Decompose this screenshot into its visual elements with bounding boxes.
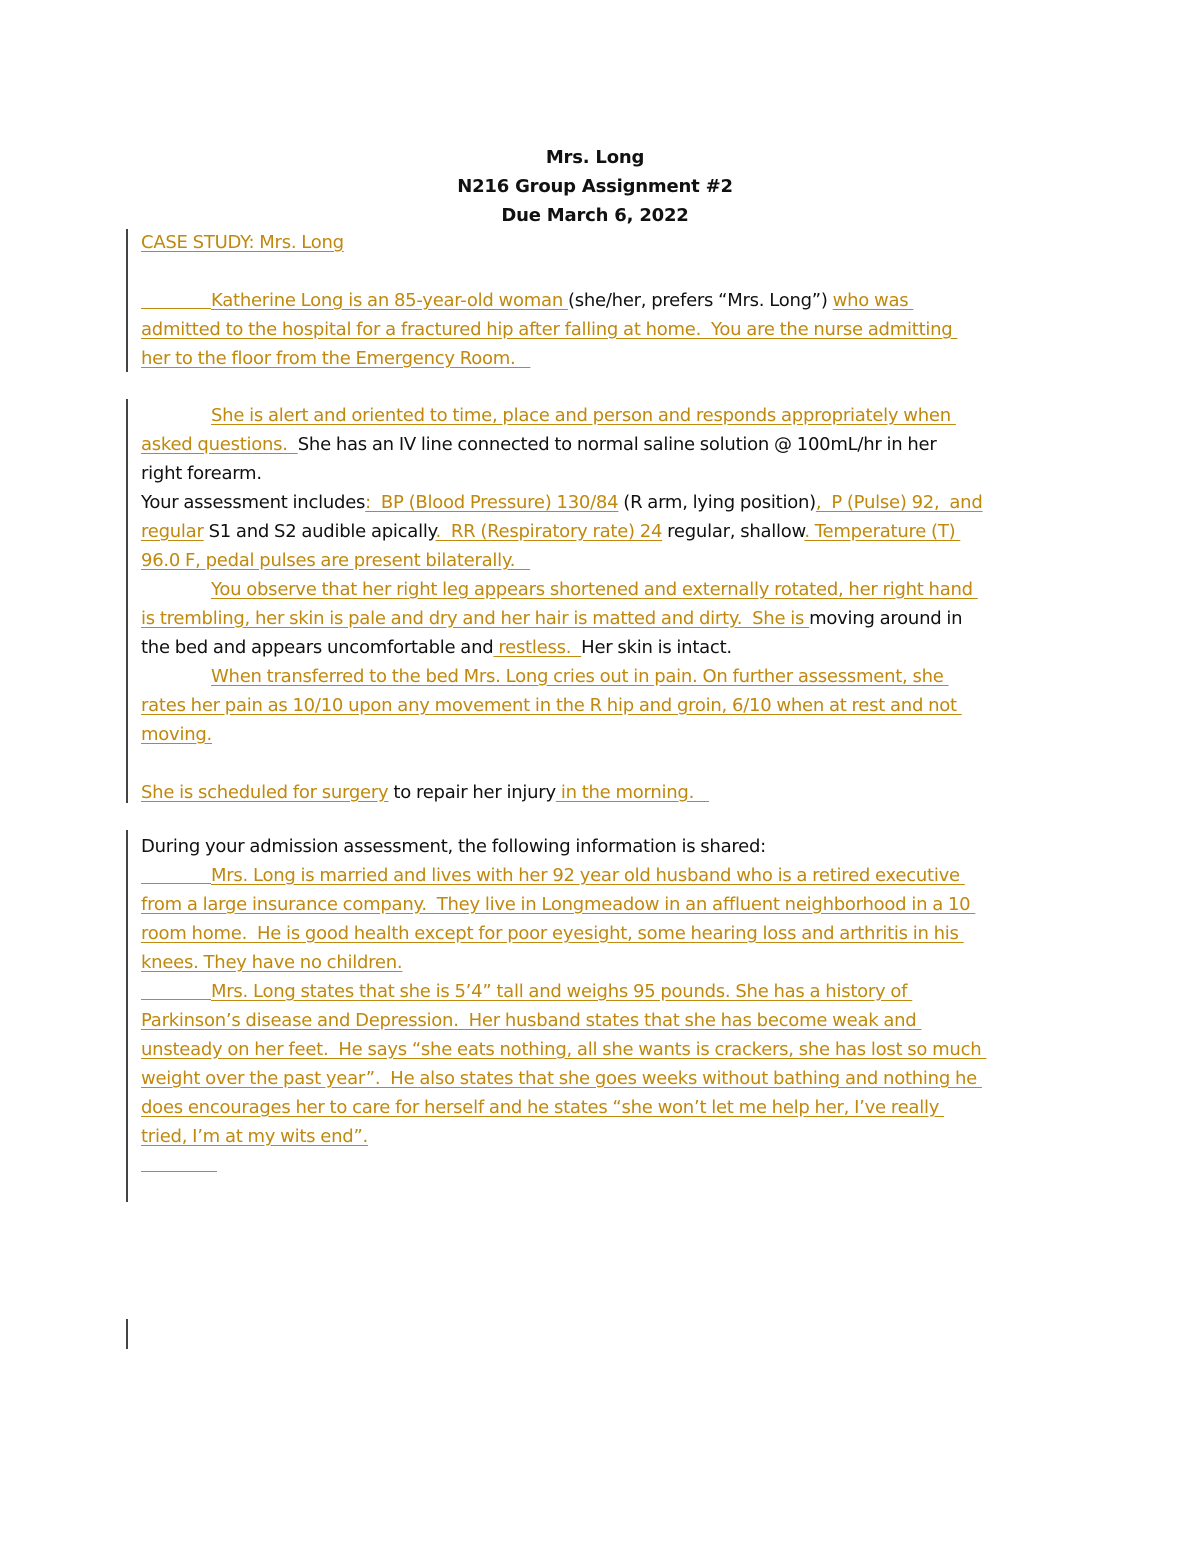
p4-text: knees. They have no children. — [141, 952, 403, 973]
change-bar — [126, 399, 128, 803]
document-header — [0, 143, 1190, 230]
p4-text: tried, I’m at my wits end”. — [141, 1126, 368, 1147]
tab-indent — [141, 863, 211, 884]
p1-text: her to the floor from the Emergency Room. — [141, 348, 531, 369]
p4-intro: During your admission assessment, the following information is shared: — [141, 836, 766, 857]
p1-text: who was — [832, 290, 914, 311]
admission-info-paragraph — [141, 832, 1066, 1180]
p3-text: in the morning. — [555, 782, 709, 803]
p2-text: moving around in — [809, 608, 963, 629]
p3-text: She is scheduled for surgery — [141, 782, 389, 803]
p2-text: asked questions. — [141, 434, 298, 455]
p2-text: restless. — [493, 637, 582, 658]
p2-text: , P (Pulse) 92, and — [815, 492, 983, 513]
case-study-title: CASE STUDY: Mrs. Long — [141, 232, 344, 253]
p2-text: rates her pain as 10/10 upon any movement in the R hip and groin, 6/10 when at rest and not — [141, 695, 962, 716]
assessment-paragraph — [141, 401, 1066, 807]
p1-text: admitted to the hospital for a fractured hip after falling at home. You are the nurse admitting — [141, 319, 958, 340]
p2-text: 96.0 F, pedal pulses are present bilaterally. — [141, 550, 531, 571]
p2-text: S1 and S2 audible apically — [203, 521, 436, 542]
p2-text: She has an IV line connected to normal saline solution @ 100mL/hr in her — [297, 434, 937, 455]
p2-text: . Temperature (T) — [804, 521, 961, 542]
p1-text: (she/her, prefers “Mrs. Long”) — [567, 290, 833, 311]
p2-text: She is alert and oriented to time, place and person and responds appropriately when — [211, 405, 956, 426]
change-bar — [126, 229, 128, 372]
p2-text: Your assessment includes — [141, 492, 366, 513]
p4-text: from a large insurance company. They live in Longmeadow in an affluent neighborhood in a 10 — [141, 894, 976, 915]
p2-text: You observe that her right leg appears shortened and externally rotated, her right hand — [211, 579, 978, 600]
blank-underline — [141, 1151, 217, 1172]
tab-indent — [141, 979, 211, 1000]
header-name: Mrs. Long — [545, 147, 645, 168]
p2-text: moving. — [141, 724, 213, 745]
p4-text: unsteady on her feet. He says “she eats nothing, all she wants is crackers, she has lost so much — [141, 1039, 987, 1060]
p3-text: to repair her injury — [388, 782, 556, 803]
p4-text: Parkinson’s disease and Depression. Her husband states that she has become weak and — [141, 1010, 922, 1031]
p2-text: When transferred to the bed Mrs. Long cries out in pain. On further assessment, she — [211, 666, 949, 687]
p2-text: right forearm. — [141, 463, 262, 484]
p4-text: Mrs. Long states that she is 5’4” tall and weighs 95 pounds. She has a history of — [211, 981, 913, 1002]
p2-text: is trembling, her skin is pale and dry and her hair is matted and dirty. She is — [141, 608, 810, 629]
p4-text: does encourages her to care for herself and he states “she won’t let me help her, I’ve really — [141, 1097, 945, 1118]
p4-text: Mrs. Long is married and lives with her 92 year old husband who is a retired executive — [211, 865, 965, 886]
p2-text: regular — [141, 521, 204, 542]
p2-text: . RR (Respiratory rate) 24 — [435, 521, 663, 542]
change-bar — [126, 830, 128, 1202]
tab-indent — [141, 288, 211, 309]
p2-text: (R arm, lying position) — [618, 492, 816, 513]
p2-text: the bed and appears uncomfortable and — [141, 637, 494, 658]
p2-text: : BP (Blood Pressure) 130/84 — [365, 492, 619, 513]
p4-text: weight over the past year”. He also states that she goes weeks without bathing and nothing he — [141, 1068, 982, 1089]
p2-text: regular, shallow — [662, 521, 805, 542]
case-study-intro — [141, 228, 1066, 373]
change-bar — [126, 1319, 128, 1349]
p2-text: Her skin is intact. — [581, 637, 732, 658]
p4-text: room home. He is good health except for poor eyesight, some hearing loss and arthritis in his — [141, 923, 964, 944]
header-due-date: Due March 6, 2022 — [501, 205, 689, 226]
header-assignment: N216 Group Assignment #2 — [457, 176, 733, 197]
p1-text: Katherine Long is an 85-year-old woman — [211, 290, 568, 311]
